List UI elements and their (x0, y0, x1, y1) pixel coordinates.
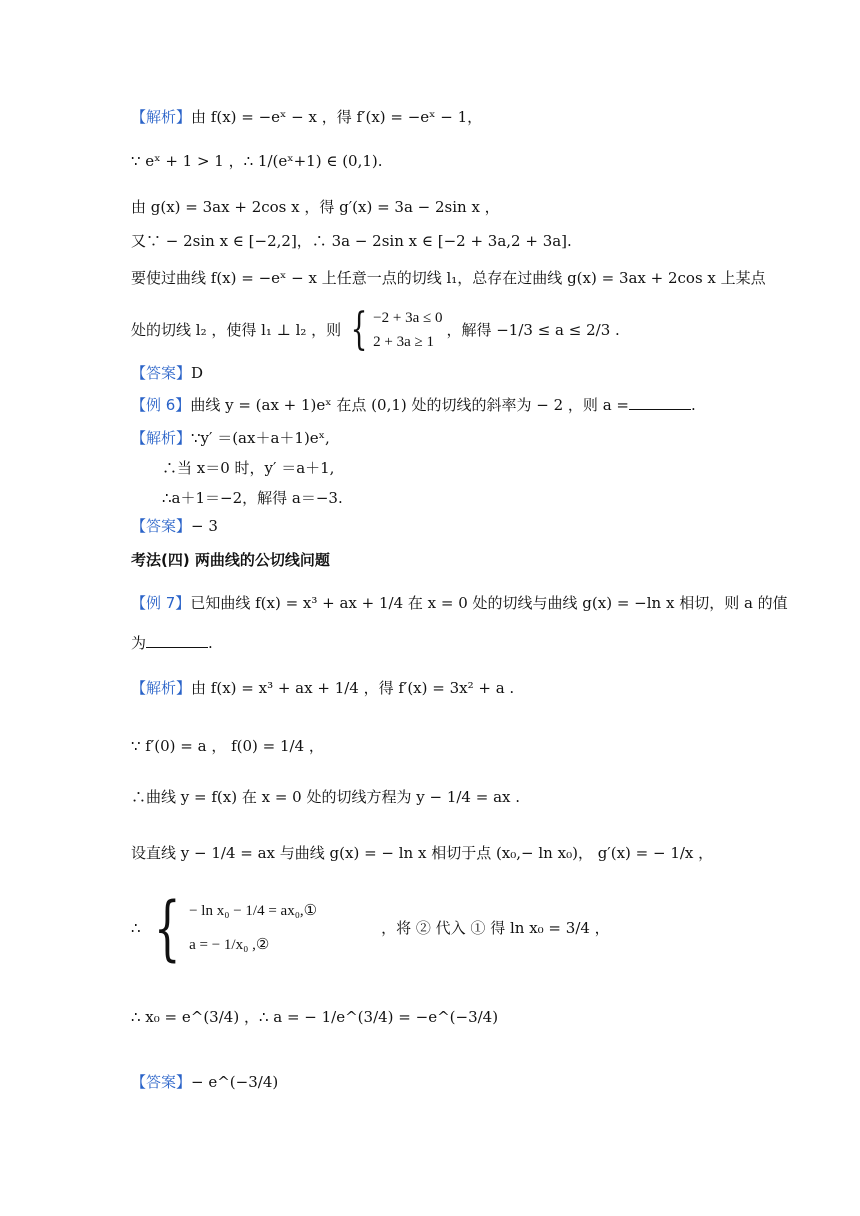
solution-text: 由 f(x) = x³ + ax + 1/4 ，得 f′(x) = 3x² + a . (191, 679, 515, 697)
example-7-solution-1 (131, 677, 514, 699)
solution-line-3 (131, 196, 500, 218)
solution-line-6 (131, 306, 620, 354)
example-6-solution-1 (131, 427, 330, 449)
answer-line-5 (131, 362, 203, 384)
answer-blank (146, 633, 208, 648)
example-7-question-1 (131, 592, 788, 614)
solution-text: 由 f(x) = −eˣ − x ，得 f′(x) = −eˣ − 1， (191, 108, 483, 126)
example-6-solution-3 (162, 487, 343, 509)
example-7-solution-3 (131, 786, 520, 808)
example-6-solution-2 (162, 457, 334, 479)
answer-blank (629, 395, 691, 410)
answer-value: − e^(−3/4) (191, 1073, 279, 1091)
solution-line-1 (131, 106, 482, 128)
solution-text: ∵ eˣ + 1 > 1 ，∴ 1/(eˣ+1) ∈ (0,1). (131, 152, 383, 170)
system-row-2: 2 + 3a ≥ 1 (373, 334, 435, 350)
example-tag: 【例 6】 (131, 396, 191, 414)
solution-text: 设直线 y − 1/4 = ax 与曲线 g(x) = − ln x 相切于点 (x₀,− ln x₀)， g′(x) = − 1/x ， (131, 844, 714, 862)
system-row-1: − ln x₀ − 1/4 = ax₀,① (189, 903, 318, 919)
answer-tag: 【答案】 (131, 364, 192, 382)
solution-text: ∴a＋1＝−2，解得 a＝−3. (162, 489, 343, 507)
solution-text: ∵ f′(0) = a ， f(0) = 1/4 ， (131, 737, 324, 755)
example-7-question-2: 为 . (131, 634, 213, 652)
solution-text: ，将 ② 代入 ① 得 ln x₀ = 3/4 ， (381, 919, 610, 937)
system-row-1: −2 + 3a ≤ 0 (373, 310, 443, 326)
answer-line-7 (131, 1071, 278, 1093)
solution-text: 又∵ − 2sin x ∈ [−2,2]，∴ 3a − 2sin x ∈ [−2 + 3a,2 + 3a]. (131, 232, 572, 250)
solution-line-4 (131, 230, 572, 252)
example-7-solution-4 (131, 842, 713, 864)
brace-glyph: { (153, 887, 181, 969)
solution-line-5 (131, 267, 766, 289)
equation-system (145, 887, 318, 969)
example-6-question: 【例 6】曲线 y = (ax + 1)eˣ 在点 (0,1) 处的切线的斜率为 − 2 ，则 a = . (131, 396, 696, 414)
example-7-system: ∴ { − ln x₀ − 1/4 = ax₀,① a = − 1/x₀ ,② ，将 ② 代入 ① 得 ln x₀ = 3/4 ， (131, 887, 610, 969)
answer-line-6 (131, 515, 218, 537)
solution-text: 由 g(x) = 3ax + 2cos x ，得 g′(x) = 3a − 2sin x ， (131, 198, 500, 216)
solution-text: ∵y′ ＝(ax＋a＋1)eˣ, (191, 429, 330, 447)
example-7-solution-6 (131, 1006, 498, 1028)
solution-line-2 (131, 150, 383, 172)
analysis-tag: 【解析】 (131, 108, 192, 126)
analysis-tag: 【解析】 (131, 679, 192, 697)
question-text: 为 (131, 634, 147, 652)
question-text: 曲线 y = (ax + 1)eˣ 在点 (0,1) 处的切线的斜率为 − 2 ，则 a = (190, 396, 629, 414)
example-7-solution-2 (131, 735, 324, 757)
answer-value: − 3 (191, 517, 218, 535)
solution-text: ∴曲线 y = f(x) 在 x = 0 处的切线方程为 y − 1/4 = ax . (131, 788, 521, 806)
solution-text: ∴ x₀ = e^(3/4) ，∴ a = − 1/e^(3/4) = −e^(−3/4) (131, 1008, 499, 1026)
section-heading: 考法(四) 两曲线的公切线问题 (131, 551, 330, 569)
brace-glyph: { (350, 304, 368, 355)
example-tag: 【例 7】 (131, 594, 191, 612)
analysis-tag: 【解析】 (131, 429, 192, 447)
answer-tag: 【答案】 (131, 517, 192, 535)
system-row-2: a = − 1/x₀ ,② (189, 937, 270, 953)
question-text: 已知曲线 f(x) = x³ + ax + 1/4 在 x = 0 处的切线与曲线 g(x) = −ln x 相切，则 a 的值 (190, 594, 788, 612)
solution-text: ，解得 −1/3 ≤ a ≤ 2/3 . (446, 321, 620, 339)
solution-text: 要使过曲线 f(x) = −eˣ − x 上任意一点的切线 l₁，总存在过曲线 g(x) = 3ax + 2cos x 上某点 (131, 269, 766, 287)
inequality-system (345, 306, 442, 354)
answer-value: D (191, 364, 204, 382)
solution-text: 处的切线 l₂ ，使得 l₁ ⊥ l₂ ，则 (131, 321, 342, 339)
answer-tag: 【答案】 (131, 1073, 192, 1091)
solution-text: ∴当 x＝0 时，y′ ＝a＋1, (162, 459, 335, 477)
